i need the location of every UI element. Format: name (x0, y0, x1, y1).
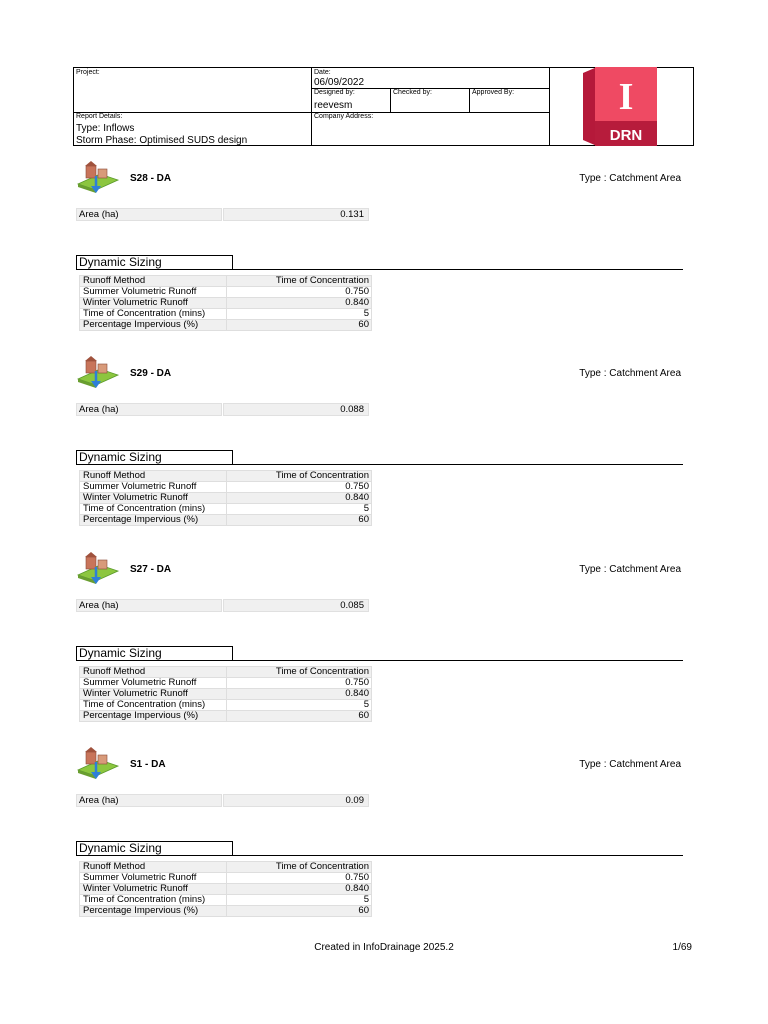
param-value: Time of Concentration (227, 667, 372, 678)
area-value: 0.131 (223, 208, 369, 221)
table-row (80, 471, 372, 482)
catchment-type: Type : Catchment Area (579, 173, 681, 184)
designed-by-value: reevesm (314, 100, 353, 111)
param-value: 60 (227, 906, 372, 917)
dynamic-sizing-table (79, 470, 372, 526)
table-row (80, 895, 372, 906)
table-row (80, 700, 372, 711)
table-row (80, 689, 372, 700)
dynamic-sizing-title: Dynamic Sizing (76, 646, 233, 661)
company-address-label: Company Address: (314, 113, 374, 120)
param-label: Percentage Impervious (%) (80, 711, 227, 722)
param-label: Summer Volumetric Runoff (80, 678, 227, 689)
param-label: Percentage Impervious (%) (80, 906, 227, 917)
param-value: 0.750 (227, 287, 372, 298)
dynamic-sizing-table (79, 861, 372, 917)
param-value: 0.750 (227, 678, 372, 689)
catchment-type: Type : Catchment Area (579, 564, 681, 575)
param-value: 0.750 (227, 482, 372, 493)
param-value: 0.840 (227, 689, 372, 700)
param-label: Time of Concentration (mins) (80, 895, 227, 906)
catchment-area-icon (76, 746, 120, 782)
param-label: Percentage Impervious (%) (80, 320, 227, 331)
param-value: Time of Concentration (227, 862, 372, 873)
table-row (80, 287, 372, 298)
section-divider (76, 269, 683, 270)
param-value: 0.840 (227, 884, 372, 895)
catchment-title: S29 - DA (130, 368, 172, 379)
table-row (80, 320, 372, 331)
param-label: Summer Volumetric Runoff (80, 482, 227, 493)
catchment-area-icon (76, 160, 120, 196)
date-value: 06/09/2022 (314, 77, 365, 88)
project-label: Project: (76, 69, 100, 76)
designed-by-label: Designed by: (314, 89, 355, 96)
dynamic-sizing-title: Dynamic Sizing (76, 841, 233, 856)
param-value: 60 (227, 320, 372, 331)
param-label: Runoff Method (80, 471, 227, 482)
table-row (80, 515, 372, 526)
storm-phase: Storm Phase: Optimised SUDS design (76, 135, 248, 146)
footer-created: Created in InfoDrainage 2025.2 (314, 942, 454, 953)
table-row (80, 504, 372, 515)
table-row (80, 884, 372, 895)
table-row (80, 711, 372, 722)
param-value: 5 (227, 309, 372, 320)
area-value: 0.085 (223, 599, 369, 612)
param-label: Percentage Impervious (%) (80, 515, 227, 526)
dynamic-sizing-table (79, 666, 372, 722)
table-row (80, 667, 372, 678)
dynamic-sizing-title: Dynamic Sizing (76, 255, 233, 270)
area-row (76, 208, 369, 221)
date-label: Date: (314, 69, 331, 76)
param-label: Time of Concentration (mins) (80, 309, 227, 320)
report-details-label: Report Details: (76, 113, 123, 120)
param-label: Winter Volumetric Runoff (80, 884, 227, 895)
area-label: Area (ha) (76, 208, 222, 221)
table-row (80, 482, 372, 493)
infodrainage-logo (583, 67, 659, 146)
param-value: 5 (227, 895, 372, 906)
catchment-area-icon (76, 355, 120, 391)
param-label: Runoff Method (80, 667, 227, 678)
param-value: 5 (227, 700, 372, 711)
catchment-title: S28 - DA (130, 173, 172, 184)
logo-letter: I (618, 76, 634, 118)
logo-text: DRN (609, 127, 643, 144)
area-row (76, 403, 369, 416)
report-type: Type: Inflows (76, 123, 135, 134)
catchment-title: S27 - DA (130, 564, 172, 575)
param-value: 0.750 (227, 873, 372, 884)
approved-by-label: Approved By: (472, 89, 515, 96)
table-row (80, 862, 372, 873)
param-value: Time of Concentration (227, 276, 372, 287)
param-label: Runoff Method (80, 862, 227, 873)
area-label: Area (ha) (76, 794, 222, 807)
param-value: 60 (227, 515, 372, 526)
area-row (76, 599, 369, 612)
footer-page-number: 1/69 (672, 942, 692, 953)
param-value: Time of Concentration (227, 471, 372, 482)
section-divider (76, 464, 683, 465)
area-value: 0.09 (223, 794, 369, 807)
area-row (76, 794, 369, 807)
table-row (80, 873, 372, 884)
param-label: Winter Volumetric Runoff (80, 689, 227, 700)
dynamic-sizing-title: Dynamic Sizing (76, 450, 233, 465)
dynamic-sizing-table (79, 275, 372, 331)
table-row (80, 493, 372, 504)
catchment-type: Type : Catchment Area (579, 368, 681, 379)
catchment-title: S1 - DA (130, 759, 166, 770)
area-value: 0.088 (223, 403, 369, 416)
table-row (80, 906, 372, 917)
area-label: Area (ha) (76, 599, 222, 612)
param-value: 60 (227, 711, 372, 722)
area-label: Area (ha) (76, 403, 222, 416)
checked-by-label: Checked by: (393, 89, 432, 96)
section-divider (76, 660, 683, 661)
section-divider (76, 855, 683, 856)
table-row (80, 298, 372, 309)
param-value: 0.840 (227, 493, 372, 504)
catchment-area-icon (76, 551, 120, 587)
param-label: Summer Volumetric Runoff (80, 287, 227, 298)
table-row (80, 678, 372, 689)
param-label: Winter Volumetric Runoff (80, 298, 227, 309)
param-label: Runoff Method (80, 276, 227, 287)
param-label: Summer Volumetric Runoff (80, 873, 227, 884)
param-label: Time of Concentration (mins) (80, 700, 227, 711)
param-value: 0.840 (227, 298, 372, 309)
param-value: 5 (227, 504, 372, 515)
catchment-type: Type : Catchment Area (579, 759, 681, 770)
table-row (80, 309, 372, 320)
table-row (80, 276, 372, 287)
param-label: Time of Concentration (mins) (80, 504, 227, 515)
param-label: Winter Volumetric Runoff (80, 493, 227, 504)
